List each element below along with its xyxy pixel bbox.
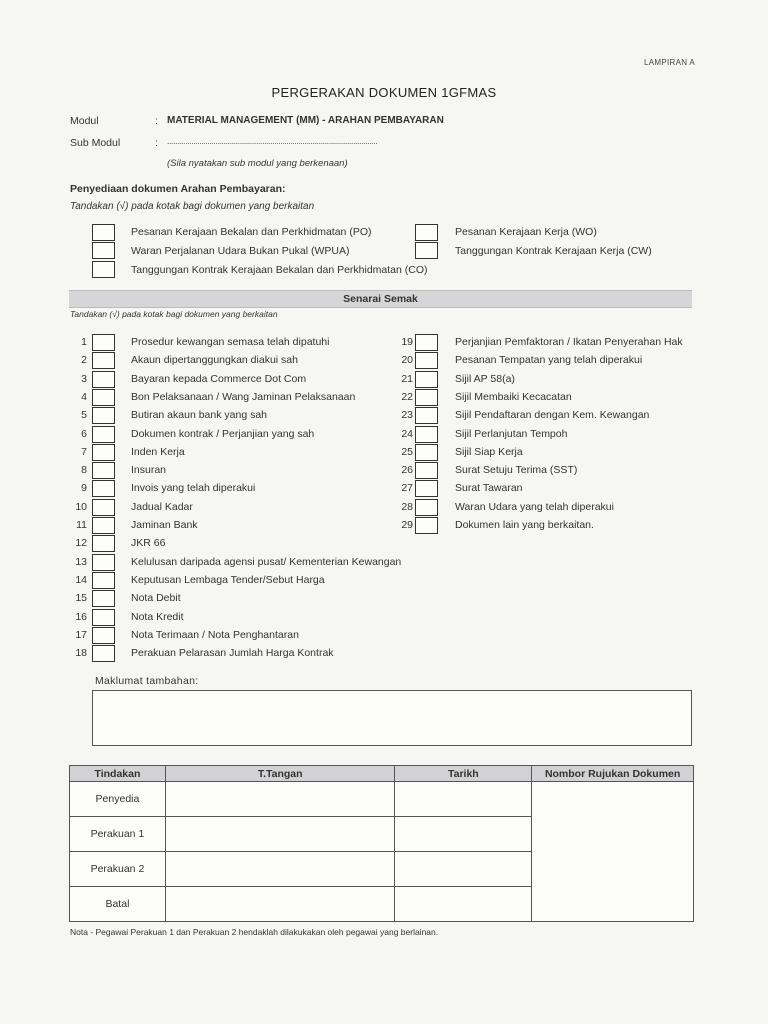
checklist-checkbox-20[interactable] [415,352,438,369]
checklist-number: 15 [75,592,87,604]
penyediaan-instruction: Tandakan (√) pada kotak bagi dokumen yang berkaitan [70,201,315,212]
doc-type-wo: Pesanan Kerajaan Kerja (WO) [455,226,597,238]
checklist-checkbox-25[interactable] [415,444,438,461]
checklist-number: 18 [75,647,87,659]
rujukan-cell[interactable] [532,782,694,922]
checklist-item-label: Keputusan Lembaga Tender/Sebut Harga [131,574,325,586]
checklist-number: 29 [401,519,413,531]
checklist-number: 14 [75,574,87,586]
checklist-checkbox-19[interactable] [415,334,438,351]
checklist-checkbox-21[interactable] [415,371,438,388]
checklist-checkbox-28[interactable] [415,499,438,516]
senarai-semak-heading: Senarai Semak [69,290,692,308]
checkbox-po[interactable] [92,224,115,241]
checklist-number: 13 [75,556,87,568]
col-header-tarikh: Tarikh [395,766,532,782]
checklist-item-label: Pesanan Tempatan yang telah diperakui [455,354,643,366]
checklist-number: 21 [401,373,413,385]
checklist-item-label: Inden Kerja [131,446,185,458]
checklist-item-label: Sijil Siap Kerja [455,446,523,458]
checklist-item-label: Surat Tawaran [455,482,523,494]
checklist-item-label: Invois yang telah diperakui [131,482,256,494]
checklist-checkbox-22[interactable] [415,389,438,406]
checklist-checkbox-1[interactable] [92,334,115,351]
checklist-number: 12 [75,537,87,549]
checklist-item-label: Akaun dipertanggungkan diakui sah [131,354,298,366]
checklist-item-label: Butiran akaun bank yang sah [131,409,268,421]
modul-colon: : [155,115,158,127]
checklist-item-label: JKR 66 [131,537,166,549]
row-label-penyedia: Penyedia [70,782,166,817]
checklist-checkbox-23[interactable] [415,407,438,424]
checklist-item-label: Prosedur kewangan semasa telah dipatuhi [131,336,330,348]
checklist-item-label: Dokumen kontrak / Perjanjian yang sah [131,428,315,440]
checklist-number: 17 [75,629,87,641]
checklist-item-label: Nota Kredit [131,611,184,623]
checklist-number: 25 [401,446,413,458]
page-title: PERGERAKAN DOKUMEN 1GFMAS [271,85,497,100]
checklist-checkbox-11[interactable] [92,517,115,534]
checklist-number: 7 [81,446,87,458]
submodul-field[interactable]: ........................................................................................................ [167,137,378,146]
checklist-item-label: Bon Pelaksanaan / Wang Jaminan Pelaksanaan [131,391,356,403]
col-header-ttangan: T.Tangan [165,766,395,782]
checklist-number: 8 [81,464,87,476]
checklist-checkbox-8[interactable] [92,462,115,479]
checklist-checkbox-15[interactable] [92,590,115,607]
checklist-checkbox-4[interactable] [92,389,115,406]
checklist-item-label: Sijil Perlanjutan Tempoh [455,428,568,440]
date-cell[interactable] [395,887,532,922]
checklist-number: 4 [81,391,87,403]
checklist-item-label: Insuran [131,464,167,476]
checkbox-wo[interactable] [415,224,438,241]
checklist-checkbox-18[interactable] [92,645,115,662]
checklist-checkbox-27[interactable] [415,480,438,497]
checkbox-cw[interactable] [415,242,438,259]
checklist-number: 28 [401,501,413,513]
col-header-tindakan: Tindakan [70,766,166,782]
checklist-item-label: Sijil Pendaftaran dengan Kem. Kewangan [455,409,650,421]
checklist-number: 24 [401,428,413,440]
modul-label: Modul [70,115,99,127]
row-label-perakuan-2: Perakuan 2 [70,852,166,887]
checklist-item-label: Jadual Kadar [131,501,193,513]
checklist-checkbox-2[interactable] [92,352,115,369]
checklist-item-label: Nota Debit [131,592,181,604]
checklist-item-label: Perjanjian Pemfaktoran / Ikatan Penyerahan Hak [455,336,683,348]
checklist-checkbox-10[interactable] [92,499,115,516]
checklist-number: 22 [401,391,413,403]
row-label-batal: Batal [70,887,166,922]
approval-table [69,765,694,922]
checklist-number: 16 [75,611,87,623]
checklist-number: 3 [81,373,87,385]
checklist-number: 1 [81,336,87,348]
checklist-checkbox-7[interactable] [92,444,115,461]
checklist-checkbox-29[interactable] [415,517,438,534]
modul-value: MATERIAL MANAGEMENT (MM) - ARAHAN PEMBAYARAN [167,115,444,126]
checklist-item-label: Jaminan Bank [131,519,198,531]
checklist-number: 10 [75,501,87,513]
date-cell[interactable] [395,782,532,817]
lampiran-label: LAMPIRAN A [644,58,696,67]
checklist-checkbox-13[interactable] [92,554,115,571]
doc-type-cw: Tanggungan Kontrak Kerajaan Kerja (CW) [455,245,652,257]
maklumat-textarea[interactable] [92,690,692,746]
signature-cell[interactable] [165,782,395,817]
submodul-colon: : [155,137,158,149]
checkbox-wpua[interactable] [92,242,115,259]
signature-cell[interactable] [165,887,395,922]
checklist-item-label: Dokumen lain yang berkaitan. [455,519,594,531]
checklist-checkbox-26[interactable] [415,462,438,479]
checklist-item-label: Sijil Membaiki Kecacatan [455,391,572,403]
checklist-checkbox-17[interactable] [92,627,115,644]
checklist-number: 20 [401,354,413,366]
checklist-number: 6 [81,428,87,440]
checklist-number: 19 [401,336,413,348]
submodul-hint: (Sila nyatakan sub modul yang berkenaan) [167,158,348,169]
submodul-label: Sub Modul [70,137,121,149]
penyediaan-heading: Penyediaan dokumen Arahan Pembayaran: [70,183,286,195]
checklist-item-label: Bayaran kepada Commerce Dot Com [131,373,307,385]
checklist-number: 9 [81,482,87,494]
checklist-checkbox-6[interactable] [92,426,115,443]
checklist-checkbox-12[interactable] [92,535,115,552]
col-header-rujukan: Nombor Rujukan Dokumen [532,766,694,782]
checklist-item-label: Waran Udara yang telah diperakui [455,501,614,513]
doc-type-po: Pesanan Kerajaan Bekalan dan Perkhidmatan (PO) [131,226,372,238]
checklist-number: 5 [81,409,87,421]
checklist-number: 27 [401,482,413,494]
checklist-number: 26 [401,464,413,476]
checklist-checkbox-24[interactable] [415,426,438,443]
maklumat-label: Maklumat tambahan: [95,675,199,687]
checklist-number: 23 [401,409,413,421]
doc-type-co: Tanggungan Kontrak Kerajaan Bekalan dan Perkhidmatan (CO) [131,264,428,276]
doc-type-wpua: Waran Perjalanan Udara Bukan Pukal (WPUA) [131,245,350,257]
checkbox-co[interactable] [92,261,115,278]
checklist-checkbox-5[interactable] [92,407,115,424]
row-label-perakuan-1: Perakuan 1 [70,817,166,852]
checklist-checkbox-3[interactable] [92,371,115,388]
checklist-item-label: Perakuan Pelarasan Jumlah Harga Kontrak [131,647,334,659]
date-cell[interactable] [395,852,532,887]
checklist-item-label: Nota Terimaan / Nota Penghantaran [131,629,299,641]
senarai-instruction: Tandakan (√) pada kotak bagi dokumen yang berkaitan [70,309,278,319]
checklist-item-label: Kelulusan daripada agensi pusat/ Kementerian Kewangan [131,556,402,568]
checklist-number: 11 [76,519,87,531]
checklist-checkbox-9[interactable] [92,480,115,497]
checklist-checkbox-16[interactable] [92,609,115,626]
signature-cell[interactable] [165,852,395,887]
checklist-number: 2 [81,354,87,366]
checklist-item-label: Sijil AP 58(a) [455,373,515,385]
signature-cell[interactable] [165,817,395,852]
checklist-checkbox-14[interactable] [92,572,115,589]
date-cell[interactable] [395,817,532,852]
footnote: Nota - Pegawai Perakuan 1 dan Perakuan 2 hendaklah dilakukakan oleh pegawai yang berlainan. [70,927,439,937]
checklist-item-label: Surat Setuju Terima (SST) [455,464,578,476]
